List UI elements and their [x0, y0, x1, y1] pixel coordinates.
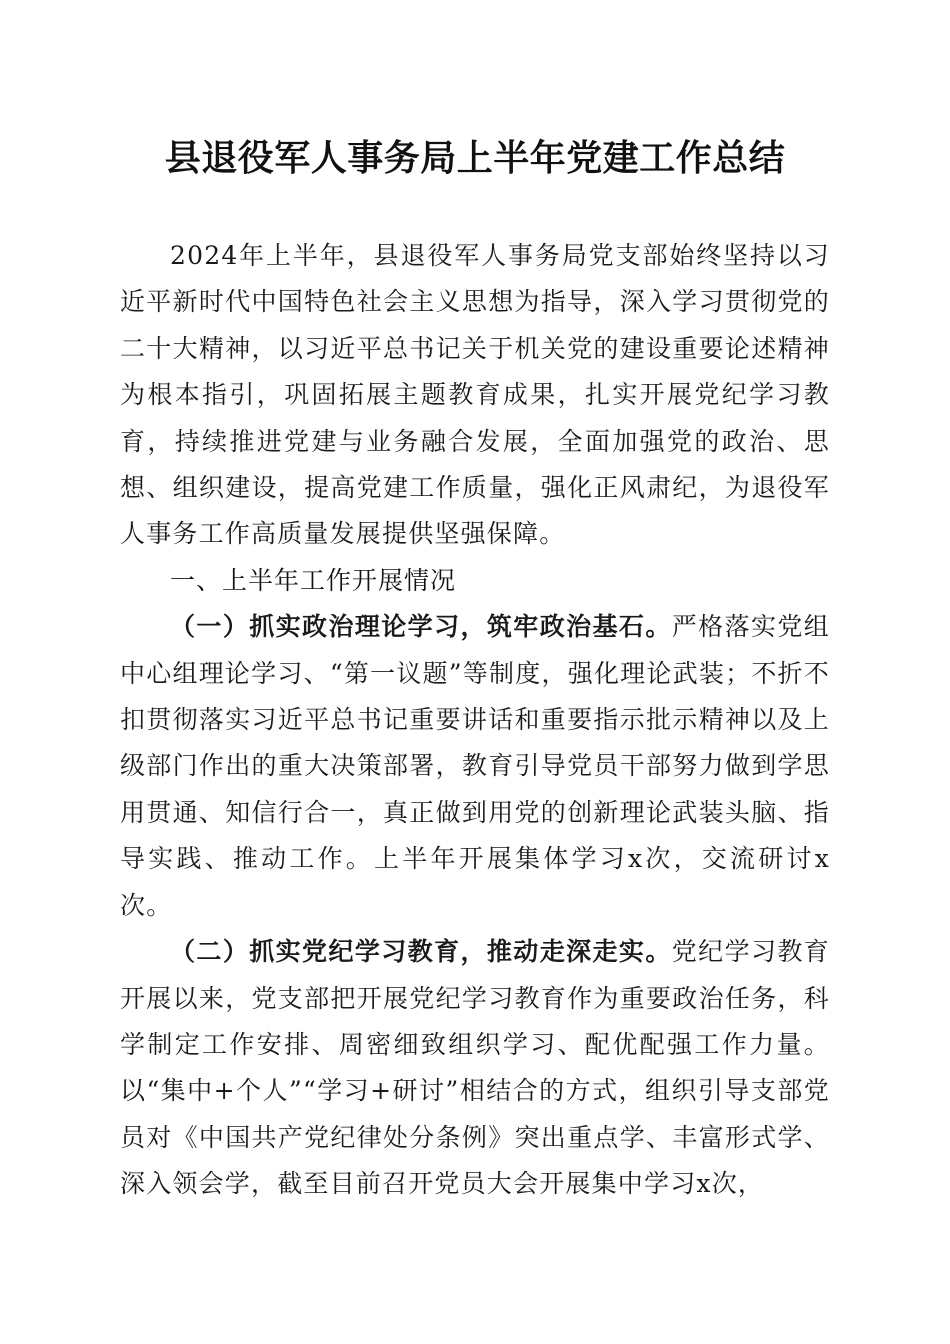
intro-paragraph: 2024年上半年，县退役军人事务局党支部始终坚持以习近平新时代中国特色社会主义思想为指导，深入学习贯彻党的二十大精神，以习近平总书记关于机关党的建设重要论述精神为根本指引，巩固拓展主题教育成果，扎实开展党纪学习教育，持续推进党建与业务融合发展，全面加强党的政治、思想、组织建设，提高党建工作质量，强化正风肃纪，为退役军人事务工作高质量发展提供坚强保障。 — [120, 241, 830, 549]
item-2-lead: （二）抓实党纪学习教育，推动走深走实。 — [170, 937, 672, 967]
document-body — [120, 233, 830, 1208]
section-heading: 一、上半年工作开展情况 — [170, 565, 457, 595]
item-1-lead: （一）抓实政治理论学习，筑牢政治基石。 — [170, 612, 672, 642]
item-2-paragraph — [120, 929, 830, 1207]
item-1-body: 严格落实党组中心组理论学习、“第一议题”等制度，强化理论武装；不折不扣贯彻落实习近平总书记重要讲话和重要指示批示精神以及上级部门作出的重大决策部署，教育引导党员干部努力做到学思用贯通、知信行合一，真正做到用党的创新理论武装头脑、指导实践、推动工作。上半年开展集体学习x次，交流研讨x次。 — [120, 612, 830, 920]
document-title: 县退役军人事务局上半年党建工作总结 — [164, 137, 786, 179]
item-1-paragraph — [120, 604, 830, 929]
item-2-body: 党纪学习教育开展以来，党支部把开展党纪学习教育作为重要政治任务，科学制定工作安排、周密细致组织学习、配优配强工作力量。以“集中+个人”“学习+研讨”相结合的方式，组织引导支部党员对《中国共产党纪律处分条例》突出重点学、丰富形式学、深入领会学，截至目前召开党员大会开展集中学习x次， — [120, 937, 830, 1199]
